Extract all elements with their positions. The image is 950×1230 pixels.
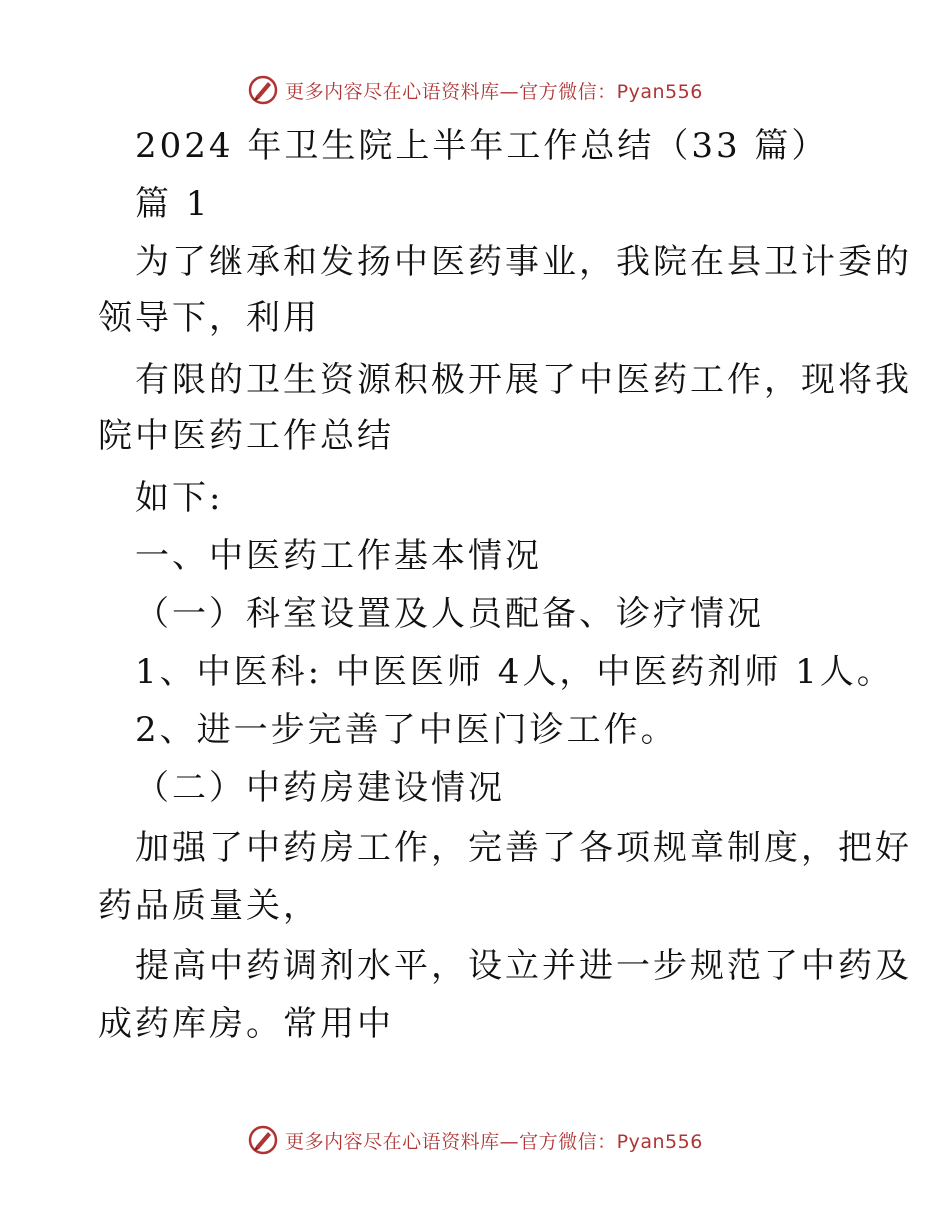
paragraph-line: 为了继承和发扬中医药事业，我院在县卫计委的 [135, 242, 912, 282]
footer-banner [0, 1120, 950, 1160]
paragraph-line: 有限的卫生资源积极开展了中医药工作，现将我 [135, 360, 912, 400]
paragraph-line: 提高中药调剂水平，设立并进一步规范了中药及 [135, 946, 912, 986]
header-banner-text: 更多内容尽在心语资料库—官方微信：Pyan556 [285, 80, 703, 103]
paragraph-line: 药品质量关， [98, 886, 320, 926]
pen-logo-icon [247, 74, 279, 106]
header-banner [0, 70, 950, 110]
section-heading: 一、中医药工作基本情况 [135, 536, 542, 576]
paragraph-line: 加强了中药房工作，完善了各项规章制度，把好 [135, 828, 912, 868]
paragraph-line: 院中医药工作总结 [98, 416, 394, 456]
subsection-heading: （二）中药房建设情况 [135, 768, 505, 808]
paragraph-line: 如下: [135, 478, 224, 518]
subsection-heading: （一）科室设置及人员配备、诊疗情况 [135, 594, 764, 634]
paragraph-line: 篇 1 [135, 184, 211, 224]
paragraph-line: 成药库房。常用中 [98, 1004, 394, 1044]
document-title: 2024 年卫生院上半年工作总结（33 篇） [135, 126, 829, 166]
paragraph-line: 领导下，利用 [98, 298, 320, 338]
list-item: 1、中医科: 中医医师 4人，中医药剂师 1人。 [135, 652, 894, 692]
footer-banner-text: 更多内容尽在心语资料库—官方微信：Pyan556 [285, 1130, 703, 1153]
pen-logo-icon [247, 1124, 279, 1156]
list-item: 2、进一步完善了中医门诊工作。 [135, 710, 678, 750]
